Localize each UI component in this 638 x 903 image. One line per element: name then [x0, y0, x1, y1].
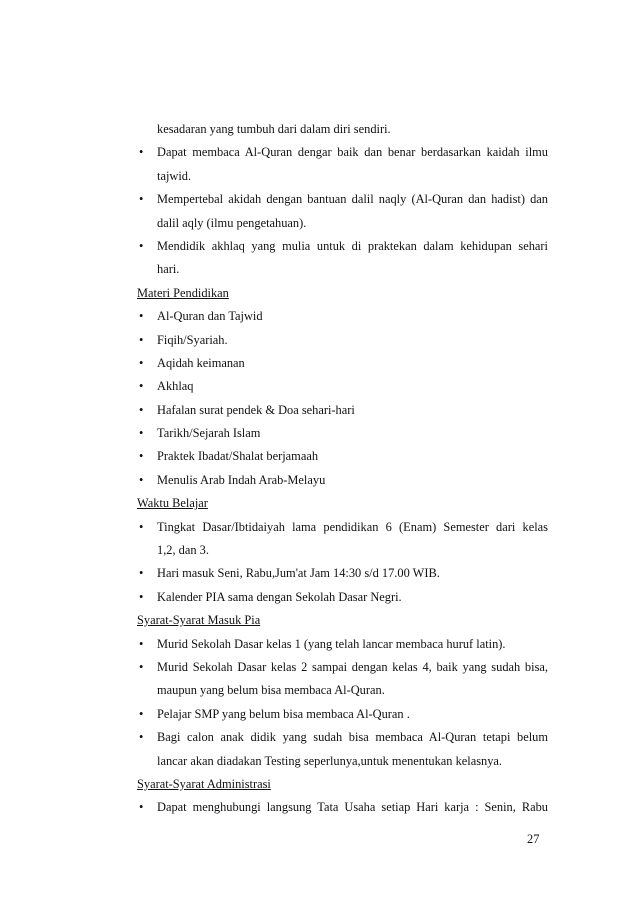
bullet-icon: •: [139, 730, 144, 745]
line-text: hari.: [157, 262, 180, 277]
line-text: kesadaran yang tumbuh dari dalam diri sendiri.: [157, 122, 391, 136]
list-item-continuation: [137, 165, 548, 188]
list-item: [137, 562, 548, 585]
list-item: [137, 375, 548, 398]
list-item: [137, 141, 548, 164]
bullet-icon: •: [139, 566, 144, 581]
bullet-icon: •: [139, 589, 144, 604]
list-item: [137, 399, 548, 422]
bullet-icon: •: [139, 402, 144, 417]
line-text: dalil aqly (ilmu pengetahuan).: [157, 215, 307, 230]
line-text: Pelajar SMP yang belum bisa membaca Al-Quran .: [157, 706, 410, 721]
line-text: Menulis Arab Indah Arab-Melayu: [157, 472, 326, 487]
line-text: Hari masuk Seni, Rabu,Jum'at Jam 14:30 s/d 17.00 WIB.: [157, 566, 440, 581]
bullet-icon: •: [139, 192, 144, 207]
line-text: Tarikh/Sejarah Islam: [157, 426, 261, 441]
bullet-icon: •: [139, 309, 144, 324]
bullet-icon: •: [139, 472, 144, 487]
bullet-icon: •: [139, 379, 144, 394]
list-item-continuation: [137, 258, 548, 281]
line-text: Murid Sekolah Dasar kelas 2 sampai dengan kelas 4, baik yang sudah bisa,: [157, 659, 548, 674]
bullet-icon: •: [139, 659, 144, 674]
line-text: Bagi calon anak didik yang sudah bisa membaca Al-Quran tetapi belum: [157, 730, 548, 745]
line-text: Mempertebal akidah dengan bantuan dalil naqly (Al-Quran dan hadist) dan: [157, 192, 548, 207]
list-item: [137, 633, 548, 656]
list-item-continuation: [137, 750, 548, 773]
list-item: [137, 726, 548, 749]
line-text: maupun yang belum bisa membaca Al-Quran.: [157, 683, 385, 698]
bullet-icon: •: [139, 145, 144, 160]
bullet-icon: •: [139, 426, 144, 441]
document-body: [137, 118, 548, 820]
bullet-icon: •: [139, 238, 144, 253]
line-text: tajwid.: [157, 168, 192, 183]
list-item-continuation: [137, 118, 548, 141]
list-item: [137, 656, 548, 679]
line-text: 1,2, dan 3.: [157, 543, 209, 558]
list-item: [137, 516, 548, 539]
line-text: Akhlaq: [157, 379, 194, 394]
line-text: Dapat menghubungi langsung Tata Usaha setiap Hari karja : Senin, Rabu: [157, 800, 548, 815]
bullet-icon: •: [139, 519, 144, 534]
list-item: [137, 586, 548, 609]
list-item: [137, 469, 548, 492]
bullet-icon: •: [139, 800, 144, 815]
section-heading: Syarat-Syarat Administrasi: [137, 776, 271, 791]
line-text: Fiqih/Syariah.: [157, 332, 228, 347]
list-item: [137, 352, 548, 375]
line-text: lancar akan diadakan Testing seperlunya,untuk menentukan kelasnya.: [157, 753, 503, 768]
list-item: [137, 422, 548, 445]
list-item: [137, 188, 548, 211]
line-text: Kalender PIA sama dengan Sekolah Dasar Negri.: [157, 589, 402, 604]
section-heading: Waktu Belajar: [137, 496, 208, 511]
list-item: [137, 445, 548, 468]
bullet-icon: •: [139, 449, 144, 464]
section-heading: Materi Pendidikan: [137, 285, 229, 300]
line-text: Al-Quran dan Tajwid: [157, 309, 263, 324]
line-text: Hafalan surat pendek & Doa sehari-hari: [157, 402, 355, 417]
line-text: Murid Sekolah Dasar kelas 1 (yang telah lancar membaca huruf latin).: [157, 636, 506, 651]
bullet-icon: •: [139, 332, 144, 347]
bullet-icon: •: [139, 706, 144, 721]
list-item: [137, 305, 548, 328]
bullet-icon: •: [139, 355, 144, 370]
list-item: [137, 235, 548, 258]
line-text: Tingkat Dasar/Ibtidaiyah lama pendidikan 6 (Enam) Semester dari kelas: [157, 519, 548, 534]
section-heading: Syarat-Syarat Masuk Pia: [137, 613, 261, 628]
list-item: [137, 796, 548, 819]
list-item: [137, 329, 548, 352]
line-text: Praktek Ibadat/Shalat berjamaah: [157, 449, 319, 464]
list-item: [137, 703, 548, 726]
line-text: Dapat membaca Al-Quran dengar baik dan benar berdasarkan kaidah ilmu: [157, 145, 548, 160]
page-number: 27: [527, 832, 540, 846]
list-item-continuation: [137, 212, 548, 235]
line-text: Mendidik akhlaq yang mulia untuk di praktekan dalam kehidupan sehari: [157, 238, 548, 253]
bullet-icon: •: [139, 636, 144, 651]
list-item-continuation: [137, 679, 548, 702]
list-item-continuation: [137, 539, 548, 562]
line-text: Aqidah keimanan: [157, 355, 245, 370]
